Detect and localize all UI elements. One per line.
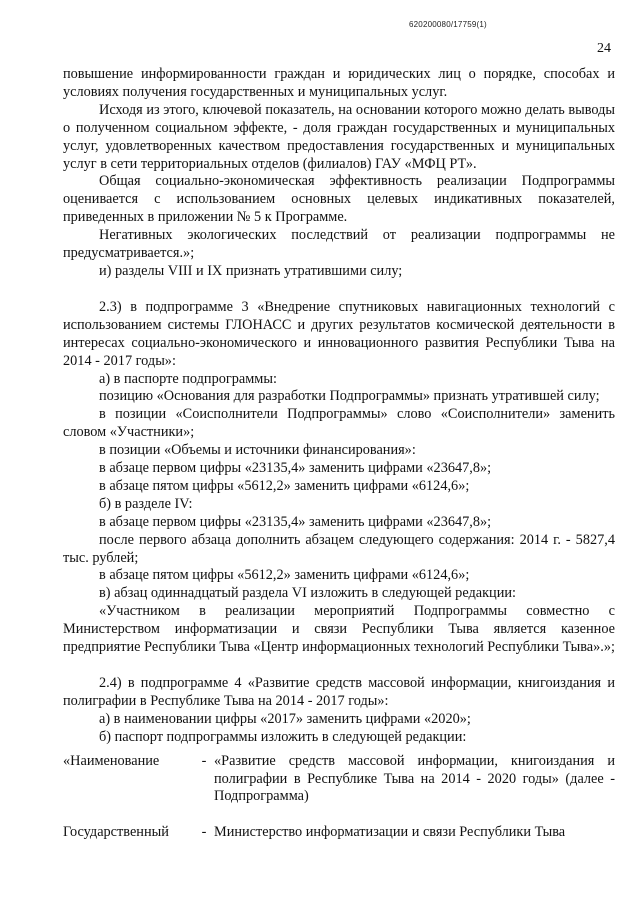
paragraph: 2.4) в подпрограмме 4 «Развитие средств массовой информации, книгоиздания и полиграфии в Республике Тыва на 2014 - 2017 годы»: <box>63 675 615 709</box>
paragraph: 2.3) в подпрограмме 3 «Внедрение спутниковых навигационных технологий с использованием системы ГЛОНАСС и других результатов космической деятельности в интересах социально-экономического и инновационного развития Республики Тыва на 2014 - 2017 годы»: <box>63 298 615 369</box>
paragraph: и) разделы VIII и IX признать утратившими силу; <box>99 262 403 279</box>
paragraph: Общая социально-экономическая эффективность реализации Подпрограммы оценивается с использованием основных целевых индикативных показателей, приведенных в приложении № 5 к Программе. <box>63 173 615 226</box>
paragraph: в) абзац одиннадцатый раздела VI изложить в следующей редакции: <box>99 585 516 602</box>
passport-label: Государственный <box>63 824 169 841</box>
passport-value: Министерство информатизации и связи Республики Тыва <box>214 824 566 841</box>
paragraph: в абзаце первом цифры «23135,4» заменить цифрами «23647,8»; <box>99 513 492 530</box>
spacer <box>63 281 615 299</box>
document-id: 620200080/17759(1) <box>409 20 487 29</box>
page-number: 24 <box>597 41 611 56</box>
paragraph: в позиции «Соисполнители Подпрограммы» слово «Соисполнители» заменить словом «Участники»; <box>63 406 615 441</box>
paragraph: Негативных экологических последствий от реализации подпрограммы не предусматривается.»; <box>63 227 615 262</box>
paragraph: а) в наименовании цифры «2017» заменить цифрами «2020»; <box>99 710 471 727</box>
paragraph: в позиции «Объемы и источники финансирования»: <box>99 442 416 459</box>
passport-value: «Развитие средств массовой информации, книгоиздания и полиграфии в Республике Тыва на 2014 - 2020 годы» (далее - Подпрограмма) <box>214 752 615 805</box>
passport-dash: - <box>201 824 207 841</box>
document-body <box>63 66 615 842</box>
passport-row <box>63 753 615 807</box>
paragraph: в абзаце пятом цифры «5612,2» заменить цифрами «6124,6»; <box>99 477 470 494</box>
paragraph: в абзаце первом цифры «23135,4» заменить цифрами «23647,8»; <box>99 460 492 477</box>
paragraph: после первого абзаца дополнить абзацем следующего содержания: 2014 г. - 5827,4 тыс. рублей; <box>63 531 615 566</box>
paragraph: а) в паспорте подпрограммы: <box>99 370 277 387</box>
paragraph: в абзаце пятом цифры «5612,2» заменить цифрами «6124,6»; <box>99 567 470 584</box>
passport-row <box>63 824 615 842</box>
paragraph: «Участником в реализации мероприятий Подпрограммы совместно с Министерством информатизации и связи Республики Тыва является казенное предприятие Республики Тыва «Центр информационных технологий Республики Тыва».»; <box>63 603 615 656</box>
paragraph: позицию «Основания для разработки Подпрограммы» признать утратившей силу; <box>99 388 600 405</box>
paragraph: Исходя из этого, ключевой показатель, на основании которого можно делать выводы о полученном социальном эффекте, - доля граждан государственных и муниципальных услуг, удовлетворенных качеством предоставления государственных и муниципальных услуг в сети территориальных отделов (филиалов) ГАУ «МФЦ РТ». <box>63 101 615 172</box>
paragraph-continuation: повышение информированности граждан и юридических лиц о порядке, способах и условиях получения государственных и муниципальных услуг. <box>63 66 615 100</box>
spacer <box>63 806 615 824</box>
paragraph: б) паспорт подпрограммы изложить в следующей редакции: <box>99 728 467 745</box>
passport-label: «Наименование <box>63 752 160 769</box>
passport-dash: - <box>201 752 207 769</box>
paragraph: б) в разделе IV: <box>99 495 193 512</box>
spacer <box>63 657 615 675</box>
